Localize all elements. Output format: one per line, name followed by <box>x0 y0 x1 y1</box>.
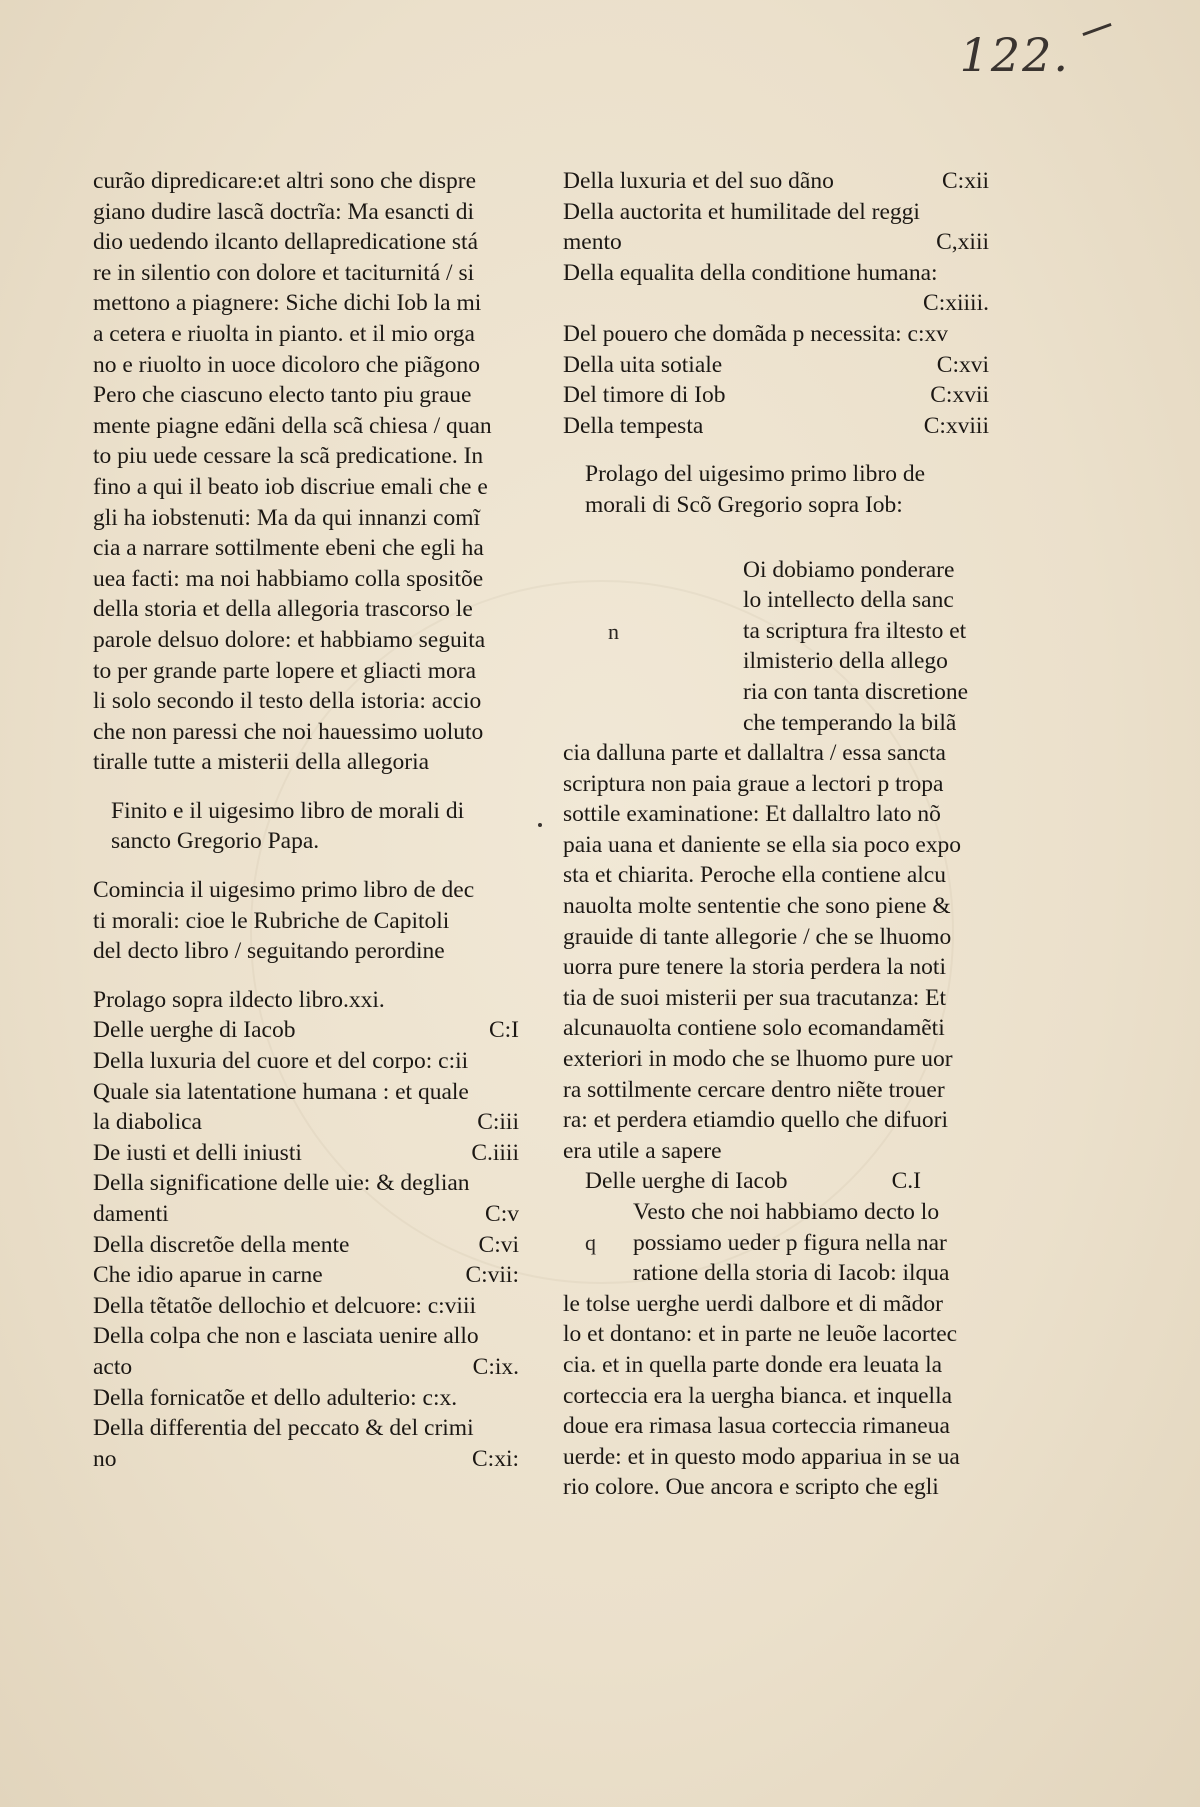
text-line: uerde: et in questo modo appariua in se ua <box>563 1443 960 1470</box>
rubric-entry <box>93 1015 523 1046</box>
text-line: corteccia era la uergha bianca. et inquella <box>563 1382 953 1409</box>
text-line: morali di Scõ Gregorio sopra Iob: <box>585 491 903 518</box>
text-line: uea facti: ma noi habbiamo colla spositõe <box>93 565 484 592</box>
text-line: exteriori in modo che se lhuomo pure uor <box>563 1046 953 1073</box>
rubric-entry <box>563 166 993 197</box>
rubric-entry <box>93 1260 523 1291</box>
text-line: sancto Gregorio Papa. <box>111 828 320 855</box>
rubric-entry <box>93 1046 523 1077</box>
ink-speck <box>538 823 542 827</box>
rubric-entry <box>563 197 993 228</box>
rubric-title: De iusti et delli iniusti <box>93 1139 302 1166</box>
text-line: gli ha iobstenuti: Ma da qui innanzi comĩ <box>93 504 481 531</box>
text-line: del decto libro / seguitando perordine <box>93 938 445 965</box>
text-line: parole delsuo dolore: et habbiamo seguita <box>93 626 486 653</box>
chapter-number: C:I <box>488 1017 519 1044</box>
guide-letter: n <box>608 618 619 644</box>
chapter-body <box>563 1289 993 1503</box>
chapter-rubrics-list-continued <box>563 166 993 441</box>
text-line: le tolse uerghe uerdi dalbore et di mãdor <box>563 1290 944 1317</box>
prologo-body <box>563 738 993 1166</box>
text-line: scriptura non paia graue a lectori p tropa <box>563 770 944 797</box>
rubric-entry <box>93 1321 523 1352</box>
text-line: Prolago del uigesimo primo libro de <box>585 461 926 488</box>
chapter-initial-block <box>563 1197 993 1289</box>
text-line: to per grande parte lopere et gliacti mora <box>93 657 476 684</box>
rubric-title: la diabolica <box>93 1109 202 1136</box>
chapter-number <box>519 1291 523 1322</box>
rubric-title: acto <box>93 1353 133 1380</box>
explicit-book-xx <box>93 796 523 857</box>
left-body-text <box>93 166 523 778</box>
text-line: giano dudire lascã doctrĩa: Ma esancti di <box>93 198 475 225</box>
text-line: Vesto che noi habbiamo decto lo <box>633 1199 940 1225</box>
text-line: curão dipredicare:et altri sono che dispre <box>93 168 477 194</box>
rubric-title: Della equalita della conditione humana: <box>563 259 938 286</box>
text-line: sottile examinatione: Et dallaltro lato nõ <box>563 801 941 828</box>
rubric-title: Del pouero che domãda p necessita: c:xv <box>563 320 948 347</box>
text-line: nauolta molte sententie che sono piene & <box>563 893 951 920</box>
text-line: li solo secondo il testo della istoria: accio <box>93 688 482 715</box>
rubric-entry <box>93 1138 523 1169</box>
chapter-number <box>519 1046 523 1077</box>
rubric-entry <box>93 1444 523 1475</box>
chapter-number: C:xi: <box>471 1445 519 1472</box>
text-line: Finito e il uigesimo libro de morali di <box>111 797 465 824</box>
rubric-title: Della luxuria et del suo dãno <box>563 168 834 194</box>
rubric-entry <box>93 1383 523 1414</box>
chapter-number: C:xiiii. <box>923 290 989 317</box>
rubric-title: Delle uerghe di Iacob <box>93 1017 296 1044</box>
text-line: alcunauolta contiene solo ecomandamẽti <box>563 1015 945 1042</box>
rubric-title: Della tempesta <box>563 412 704 439</box>
text-line: lo intellecto della sanc <box>743 587 954 614</box>
text-line: ria con tanta discretione <box>743 678 969 705</box>
chapter-number <box>989 258 993 289</box>
text-line: dio uedendo ilcanto dellapredicatione stá <box>93 229 478 256</box>
rubric-prologo: Prolago sopra ildecto libro.xxi. <box>93 986 385 1013</box>
chapter-number: C:vii: <box>465 1262 519 1289</box>
text-line: cia dalluna parte et dallaltra / essa sancta <box>563 740 946 767</box>
text-line: to piu uede cessare la scã predicatione. In <box>93 443 484 470</box>
chapter-number <box>989 319 993 350</box>
rubric-title: Della significatione delle uie: & deglian <box>93 1170 470 1197</box>
text-line: fino a qui il beato iob discriue emali che e <box>93 473 488 500</box>
chapter-number: C:xviii <box>923 412 989 439</box>
chapter-number <box>519 1413 523 1444</box>
text-line: Pero che ciascuno electo tanto piu graue <box>93 382 472 409</box>
left-column <box>93 166 523 1474</box>
text-line: a cetera e riuolta in pianto. et il mio orga <box>93 320 475 347</box>
rubric-entry <box>563 380 993 411</box>
rubric-entry <box>563 288 993 319</box>
text-line: tiralle tutte a misterii della allegoria <box>93 749 430 776</box>
chapter-number: C,xiii <box>936 229 989 256</box>
rubric-title: Del timore di Iob <box>563 382 726 409</box>
rubric-title: Della discretõe della mente <box>93 1231 350 1258</box>
text-line: ta scriptura fra iltesto et <box>743 617 967 644</box>
rubric-entry <box>563 411 993 442</box>
prologo-initial-block <box>563 555 993 739</box>
text-line: uorra pure tenere la storia perdera la noti <box>563 954 946 981</box>
rubric-title: Della luxuria del cuore et del corpo: c:ii <box>93 1048 469 1075</box>
rubric-entry <box>563 319 993 350</box>
incipit-book-xxi <box>93 875 523 967</box>
chapter-title: Delle uerghe di Iacob <box>585 1168 788 1195</box>
rubric-title: mento <box>563 229 622 256</box>
text-line: ilmisterio della allego <box>743 648 948 675</box>
rubric-entry <box>93 1077 523 1108</box>
folio-number: 122. <box>959 28 1070 82</box>
chapter-rubrics-list <box>93 985 523 1475</box>
chapter-number: C:xvii <box>930 382 989 409</box>
rubric-title: Della colpa che non e lasciata uenire allo <box>93 1323 479 1350</box>
chapter-number <box>519 1168 523 1199</box>
chapter-number <box>989 197 993 228</box>
chapter-number <box>519 1077 523 1108</box>
text-line: no e riuolto in uoce dicoloro che piãgono <box>93 351 480 378</box>
rubric-title: no <box>93 1445 117 1472</box>
text-line: Comincia il uigesimo primo libro de dec <box>93 877 475 904</box>
rubric-entry <box>93 1413 523 1444</box>
text-line: sta et chiarita. Peroche ella contiene alcu <box>563 862 946 889</box>
rubric-entry <box>93 1107 523 1138</box>
text-line: mente piagne edãni della scã chiesa / quan <box>93 412 492 439</box>
rubric-entry <box>93 1291 523 1322</box>
chapter-heading <box>563 1166 925 1197</box>
rubric-title: damenti <box>93 1201 169 1227</box>
rubric-entry <box>93 1199 523 1230</box>
prologo-heading <box>563 459 993 520</box>
chapter-number: C:xii <box>941 168 989 194</box>
rubric-title: Della auctorita et humilitade del reggi <box>563 198 920 225</box>
text-line: lo et dontano: et in parte ne leuõe lacortec <box>563 1321 958 1348</box>
text-line: della storia et della allegoria trascorso le <box>93 596 473 623</box>
rubric-title: Quale sia latentatione humana : et quale <box>93 1078 469 1105</box>
chapter-number: C.iiii <box>471 1139 519 1166</box>
rubric-title: Della fornicatõe et dello adulterio: c:x. <box>93 1384 458 1411</box>
rubric-entry <box>93 1352 523 1383</box>
text-line: grauide di tante allegorie / che se lhuomo <box>563 923 952 950</box>
chapter-number: C:vi <box>478 1231 519 1258</box>
text-line: era utile a sapere <box>563 1137 722 1164</box>
text-line: ratione della storia di Iacob: ilqua <box>633 1260 950 1287</box>
text-line: mettono a piagnere: Siche dichi Iob la mi <box>93 290 482 317</box>
rubric-title: Della tẽtatõe dellochio et delcuore: c:viii <box>93 1292 477 1319</box>
text-line: doue era rimasa lasua corteccia rimaneua <box>563 1413 950 1440</box>
text-line: ra sottilmente cercare dentro niẽte trouer <box>563 1076 945 1103</box>
text-line: tia de suoi misterii per sua tracutanza: Et <box>563 984 947 1011</box>
guide-letter: q <box>585 1230 596 1255</box>
text-line: che temperando la bilã <box>743 709 957 736</box>
text-line: cia. et in quella parte donde era leuata la <box>563 1351 943 1378</box>
text-line: rio colore. Oue ancora e scripto che egli <box>563 1474 939 1501</box>
folio-pen-stroke <box>1082 23 1111 36</box>
rubric-entry <box>563 350 993 381</box>
chapter-number: C:iii <box>477 1109 519 1136</box>
text-line: cia a narrare sottilmente ebeni che egli ha <box>93 535 484 562</box>
text-line: che non paressi che noi hauessimo uoluto <box>93 718 484 745</box>
rubric-entry <box>93 1168 523 1199</box>
rubric-title: Che idio aparue in carne <box>93 1262 323 1289</box>
text-line: paia uana et daniente se ella sia poco expo <box>563 831 962 858</box>
chapter-number <box>519 1321 523 1352</box>
text-line: ti morali: cioe le Rubriche de Capitoli <box>93 907 450 934</box>
chapter-number: C:v <box>485 1201 519 1227</box>
text-line: ra: et perdera etiamdio quello che difuori <box>563 1107 948 1134</box>
text-line: possiamo ueder p figura nella nar <box>633 1229 947 1256</box>
rubric-entry <box>563 227 993 258</box>
chapter-number: C:ix. <box>472 1353 519 1380</box>
right-column <box>563 166 993 1503</box>
rubric-entry <box>563 258 993 289</box>
chapter-number: C:xvi <box>936 351 989 378</box>
rubric-title: Della differentia del peccato & del crimi <box>93 1415 474 1442</box>
chapter-number <box>519 1383 523 1414</box>
text-line: Oi dobiamo ponderare <box>743 556 955 583</box>
rubric-title: Della uita sotiale <box>563 351 723 378</box>
chapter-number: C.I <box>891 1168 921 1195</box>
text-line: re in silentio con dolore et taciturnitá / si <box>93 259 475 286</box>
rubric-entry <box>93 1230 523 1261</box>
